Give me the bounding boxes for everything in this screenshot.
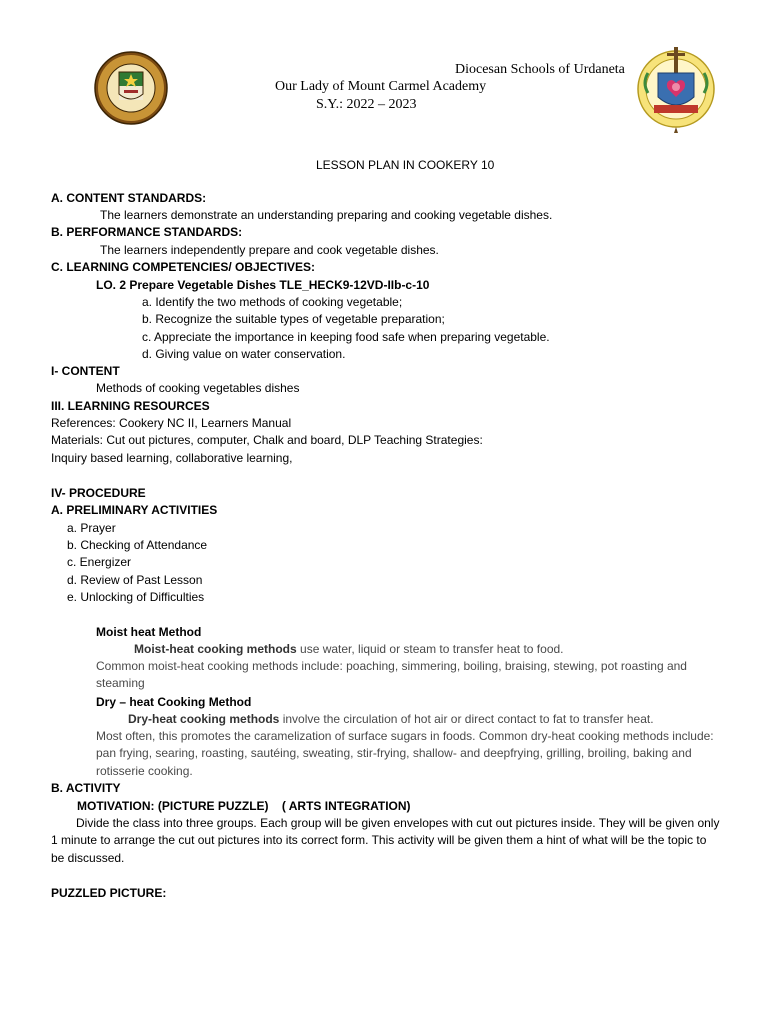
materials-text: Materials: Cut out pictures, computer, Chalk and board, DLP Teaching Strategies: (51, 433, 483, 447)
content-standards-heading: A. CONTENT STANDARDS: (51, 191, 207, 205)
procedure-heading: IV- PROCEDURE (51, 486, 146, 500)
content-heading: I- CONTENT (51, 364, 120, 378)
activity-heading: B. ACTIVITY (51, 781, 121, 795)
preliminary-heading: A. PRELIMINARY ACTIVITIES (51, 503, 218, 517)
puzzled-picture-heading: PUZZLED PICTURE: (51, 886, 167, 900)
competencies-heading: C. LEARNING COMPETENCIES/ OBJECTIVES: (51, 260, 316, 274)
dry-heat-lead-rest: involve the circulation of hot air or direct contact to fat to transfer heat. (279, 712, 654, 726)
moist-heat-lead-term: Moist-heat cooking methods (134, 642, 297, 656)
dry-heat-lead-term: Dry-heat cooking methods (128, 712, 280, 726)
preliminary-item: c. Energizer (67, 555, 132, 569)
moist-heat-text: Common moist-heat cooking methods include: poaching, simmering, boiling, braising, stewing, pot roasting and steaming (96, 659, 687, 691)
preliminary-item: b. Checking of Attendance (67, 538, 208, 552)
content-standards-text: The learners demonstrate an understanding preparing and cooking vegetable dishes. (100, 208, 553, 222)
moist-heat-heading: Moist heat Method (96, 625, 202, 639)
learning-outcome: LO. 2 Prepare Vegetable Dishes TLE_HECK9-12VD-IIb-c-10 (96, 278, 430, 292)
references-text: References: Cookery NC II, Learners Manual (51, 416, 292, 430)
objective-item: b. Recognize the suitable types of vegetable preparation; (142, 312, 445, 326)
performance-standards-text: The learners independently prepare and cook vegetable dishes. (100, 243, 439, 257)
performance-standards-heading: B. PERFORMANCE STANDARDS: (51, 225, 243, 239)
activity-text: Divide the class into three groups. Each group will be given envelopes with cut out pictures inside. They will be given only 1 minute to arrange the cut out pictures into its correct form. This activity will be given them a hint of what will be the topic to be discussed. (51, 816, 720, 865)
moist-heat-lead-rest: use water, liquid or steam to transfer heat to food. (296, 642, 564, 656)
dry-heat-lead (128, 711, 654, 728)
document-title: LESSON PLAN IN COOKERY 10 (316, 158, 495, 172)
dry-heat-heading: Dry – heat Cooking Method (96, 695, 252, 709)
preliminary-item: a. Prayer (67, 521, 116, 535)
objective-item: c. Appreciate the importance in keeping food safe when preparing vegetable. (142, 330, 550, 344)
motivation-heading: MOTIVATION: (PICTURE PUZZLE) ( ARTS INTEGRATION) (77, 799, 411, 813)
preliminary-item: d. Review of Past Lesson (67, 573, 203, 587)
school-seal-logo (93, 50, 169, 126)
diocese-name: Diocesan Schools of Urdaneta (455, 62, 625, 77)
content-text: Methods of cooking vegetables dishes (96, 381, 300, 395)
moist-heat-lead (134, 641, 564, 658)
school-year: S.Y.: 2022 – 2023 (316, 97, 417, 112)
strategies-text: Inquiry based learning, collaborative learning, (51, 451, 293, 465)
resources-heading: III. LEARNING RESOURCES (51, 399, 210, 413)
school-name: Our Lady of Mount Carmel Academy (275, 79, 487, 94)
dry-heat-text: Most often, this promotes the caramelization of surface sugars in foods. Common dry-heat cooking methods include: pan frying, searing, roasting, sautéing, sweating, stir-frying, shallow- and deepfrying, grilling, broiling, baking and rotisserie cooking. (96, 729, 714, 778)
preliminary-item: e. Unlocking of Difficulties (67, 590, 205, 604)
objective-item: d. Giving value on water conservation. (142, 347, 346, 361)
objective-item: a. Identify the two methods of cooking vegetable; (142, 295, 403, 309)
diocese-seal-logo (634, 43, 718, 135)
